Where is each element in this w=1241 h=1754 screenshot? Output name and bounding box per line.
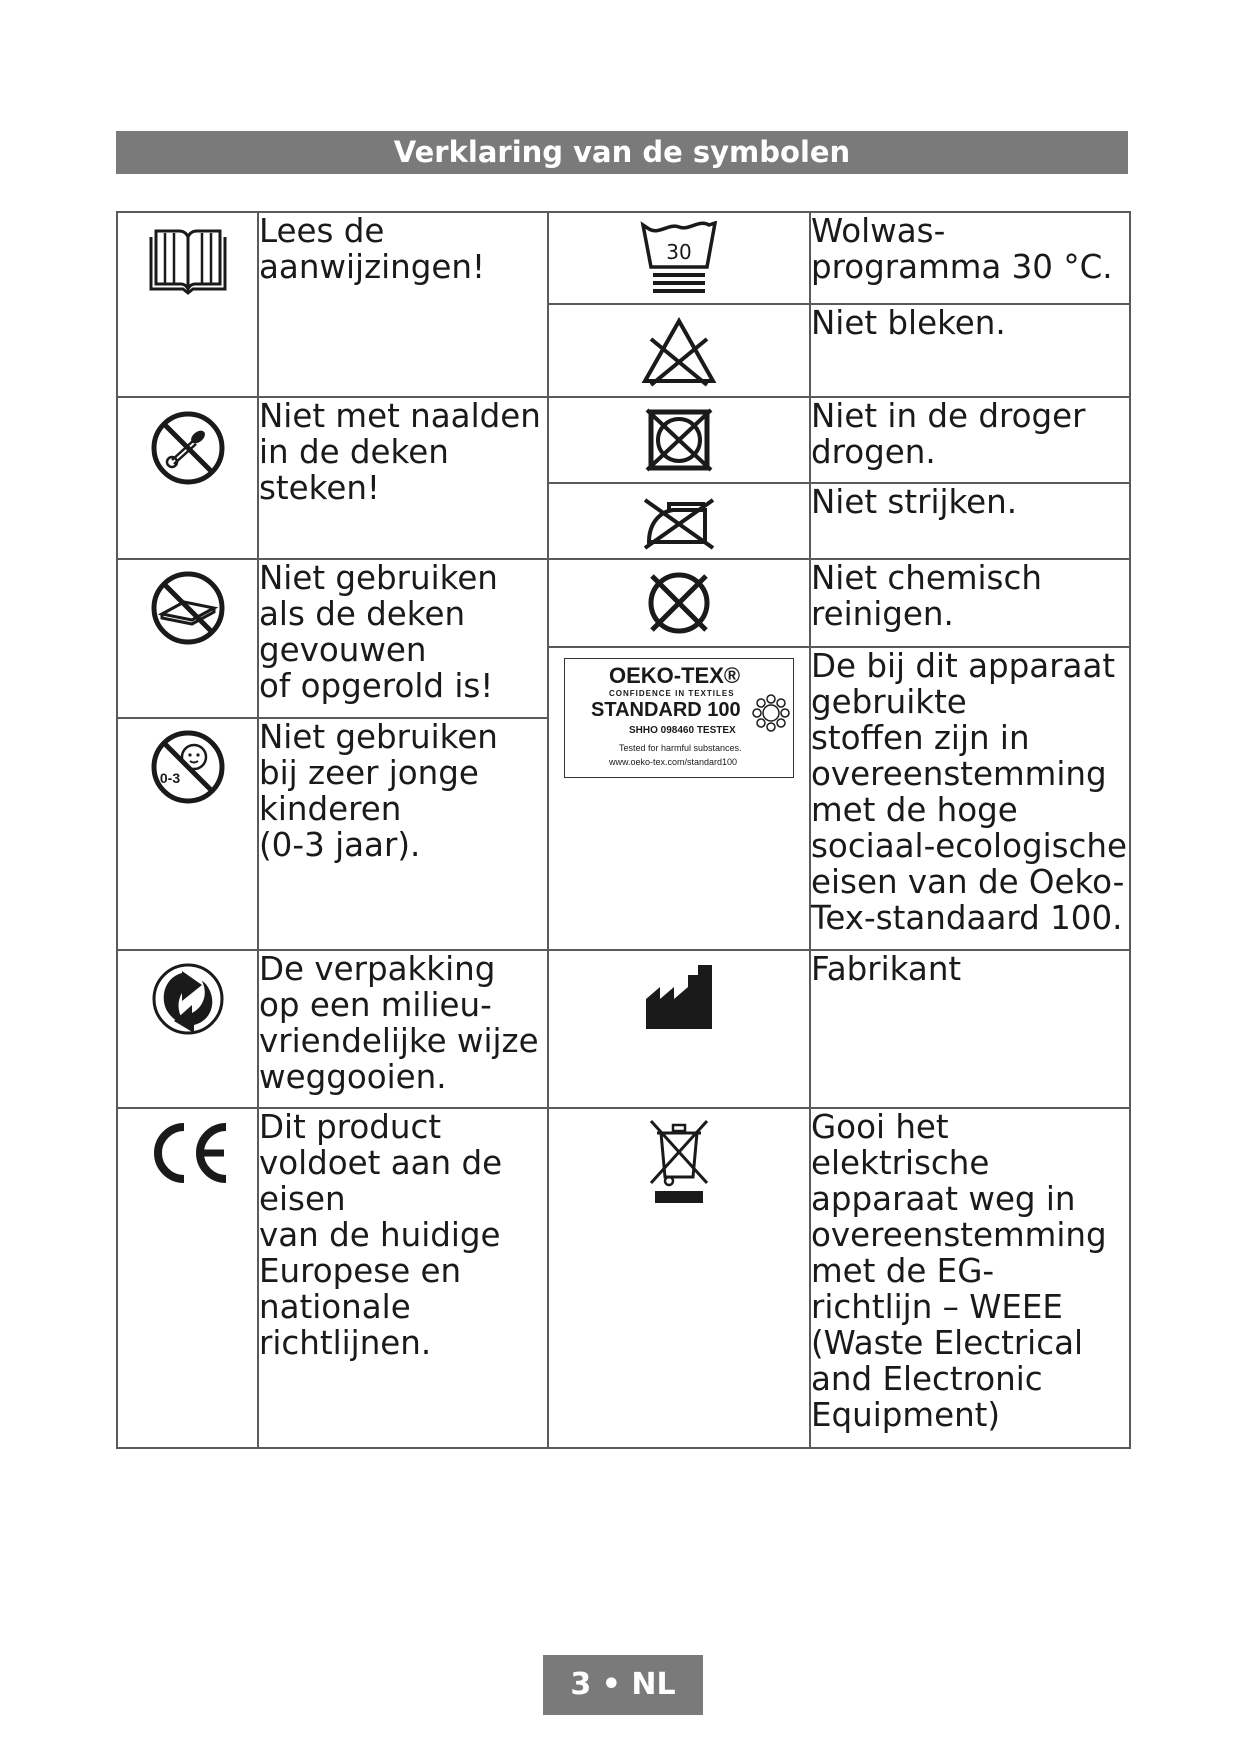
no-tumble-dry-icon-cell: [548, 397, 810, 483]
wash-30-icon-cell: [548, 212, 810, 304]
oeko-flower-icon: [751, 693, 791, 733]
oeko-url: www.oeko-tex.com/standard100: [609, 756, 738, 767]
no-tumble-dry-icon: [643, 408, 715, 474]
no-iron-icon: [639, 494, 719, 550]
no-needles-text: Niet met naalden in de deken steken!: [258, 397, 548, 559]
oeko-brand: OEKO-TEX®: [609, 662, 741, 688]
oeko-tex-logo-cell: [548, 647, 810, 951]
no-young-children-icon-cell: [117, 718, 258, 951]
no-iron-icon-cell: [548, 483, 810, 559]
symbols-table: [116, 211, 1131, 1449]
oeko-standard: STANDARD 100: [591, 698, 741, 721]
manual-book-icon: [147, 223, 229, 295]
no-bleach-text: Niet bleken.: [810, 304, 1130, 396]
packaging-disposal-text: De verpakking op een milieu- vriendelijke wijze weggooien.: [258, 950, 548, 1107]
ce-mark-icon: [146, 1121, 230, 1185]
page-number: 3 • NL: [543, 1655, 703, 1715]
no-dry-clean-icon: [642, 568, 716, 638]
wash-30-icon: [639, 221, 719, 297]
no-bleach-icon-cell: [548, 304, 810, 396]
no-folded-use-text: Niet gebruiken als de deken gevouwen of opgerold is!: [258, 559, 548, 717]
oeko-tex-logo: [564, 658, 794, 778]
manufacturer-icon-cell: [548, 950, 810, 1107]
no-folded-use-icon: [148, 568, 228, 648]
no-tumble-dry-text: Niet in de droger drogen.: [810, 397, 1130, 483]
weee-disposal-text: Gooi het elektrische apparaat weg in overeenstemming met de EG- richtlijn – WEEE (Waste Electrical and Electronic Equipment): [810, 1108, 1130, 1448]
manufacturer-icon: [644, 961, 714, 1031]
no-dry-clean-icon-cell: [548, 559, 810, 646]
no-dry-clean-text: Niet chemisch reinigen.: [810, 559, 1130, 646]
manual-book-icon-cell: [117, 212, 258, 397]
oeko-tex-text: De bij dit apparaat gebruikte stoffen zijn in overeenstemming met de hoge sociaal-ecologische eisen van de Oeko- Tex-standaard 100.: [810, 647, 1130, 951]
no-needles-icon-cell: [117, 397, 258, 559]
weee-bin-icon: [647, 1119, 711, 1203]
green-dot-recycle-icon: [148, 959, 228, 1039]
wash-temp-label: 30: [666, 240, 692, 264]
read-instructions-text: Lees de aanwijzingen!: [258, 212, 548, 397]
oeko-code: SHHO 098460 TESTEX: [629, 724, 736, 736]
ce-conformity-text: Dit product voldoet aan de eisen van de huidige Europese en nationale richtlijnen.: [258, 1108, 548, 1448]
oeko-tested: Tested for harmful substances.: [619, 742, 742, 753]
green-dot-recycle-icon-cell: [117, 950, 258, 1107]
no-folded-use-icon-cell: [117, 559, 258, 717]
no-needles-icon: [148, 408, 228, 488]
manufacturer-text: Fabrikant: [810, 950, 1130, 1107]
ce-mark-icon-cell: [117, 1108, 258, 1448]
page-title: Verklaring van de symbolen: [116, 131, 1128, 174]
no-young-children-text: Niet gebruiken bij zeer jonge kinderen (0-3 jaar).: [258, 718, 548, 951]
weee-bin-icon-cell: [548, 1108, 810, 1448]
age-badge: 0-3: [159, 769, 180, 786]
no-iron-text: Niet strijken.: [810, 483, 1130, 559]
oeko-tagline: CONFIDENCE IN TEXTILES: [609, 688, 735, 698]
wool-program-text: Wolwas- programma 30 °C.: [810, 212, 1130, 304]
no-bleach-icon: [641, 317, 717, 387]
no-young-children-icon: [148, 727, 228, 807]
